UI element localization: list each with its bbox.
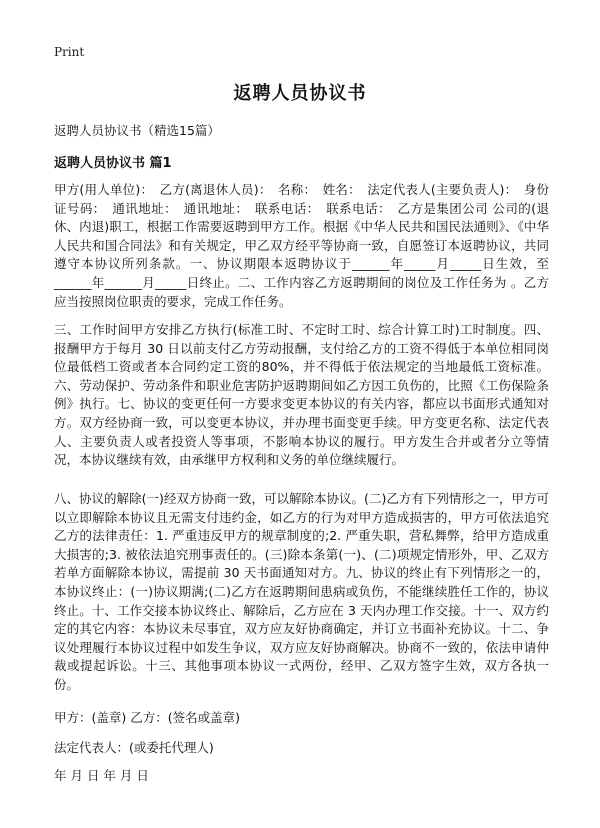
paragraph-2: 三、工作时间甲方安排乙方执行(标准工时、不定时工时、综合计算工时)工时制度。四、报酬甲方于每月 30 日以前支付乙方劳动报酬，支付给乙方的工资不得低于本单位相同岗位最低档工资或者本合同约定工资的80%，并不得低于依法规定的当地最低工资标准。六、劳动保护、劳动条件和职业危害防护返聘期间如乙方因工负伤的，比照《工伤保险条例》执行。七、协议的变更任何一方要求变更本协议的有关内容，都应以书面形式通知对方。双方经协商一致，可以变更本协议，并办理书面变更手续。甲方变更名称、法定代表人、主要负责人或者投资人等事项，不影响本协议的履行。甲方发生合并或者分立等情况，本协议继续有效，由承继甲方权利和义务的单位继续履行。 [54,322,549,468]
signature-parties: 甲方：(盖章) 乙方：(签名或盖章) [54,710,240,725]
print-link[interactable]: Print [54,45,85,59]
signature-representative: 法定代表人：(或委托代理人) [54,740,214,755]
signature-dates: 年 月 日 年 月 日 [54,768,149,783]
document-title: 返聘人员协议书 [233,83,367,104]
paragraph-1: 甲方(用人单位)： 乙方(离退休人员)： 名称： 姓名： 法定代表人(主要负责人)： 身份证号码： 通讯地址： 通讯地址： 联系电话： 联系电话： 乙方是集团公司 公司的(退休、内退)职工，根据工作需要返聘到甲方工作。根据《中华人民共和国民法通则》、《中华人民共和国合同法》和有关规定，甲乙双方经平等协商一致，自愿签订本返聘协议，共同遵守本协议所列条款。一、协议期限本返聘协议于______年_____月_____日生效，至______年______月_____日终止。二、工作内容乙方返聘期间的岗位及工作任务为 。乙方应当按照岗位职责的要求，完成工作任务。 [54,182,549,309]
paragraph-3: 八、协议的解除(一)经双方协商一致，可以解除本协议。(二)乙方有下列情形之一，甲方可以立即解除本协议且无需支付违约金，如乙方的行为对甲方造成损害的，甲方可依法追究乙方的法律责任：1. 严重违反甲方的规章制度的;2. 严重失职，营私舞弊，给甲方造成重大损害的;3. 被依法追究刑事责任的。(三)除本条第(一)、(二)项规定情形外，甲、乙双方若单方面解除本协议，需提前 30 天书面通知对方。九、协议的终止有下列情形之一的，本协议终止：(一)协议期满;(二)乙方在返聘期间患病或负伤，不能继续胜任工作的，协议终止。十、工作交接本协议终止、解除后，乙方应在 3 天内办理工作交接。十一、双方约定的其它内容：本协议未尽事宜，双方应友好协商确定，并订立书面补充协议。十二、争议处理履行本协议过程中如发生争议，双方应友好协商解决。协商不一致的，依法申请仲裁或提起诉讼。十三、其他事项本协议一式两份，经甲、乙双方签字生效，双方各执一份。 [54,491,549,692]
document-subtitle: 返聘人员协议书（精选15篇） [54,123,220,138]
section-heading: 返聘人员协议书 篇1 [54,156,172,171]
